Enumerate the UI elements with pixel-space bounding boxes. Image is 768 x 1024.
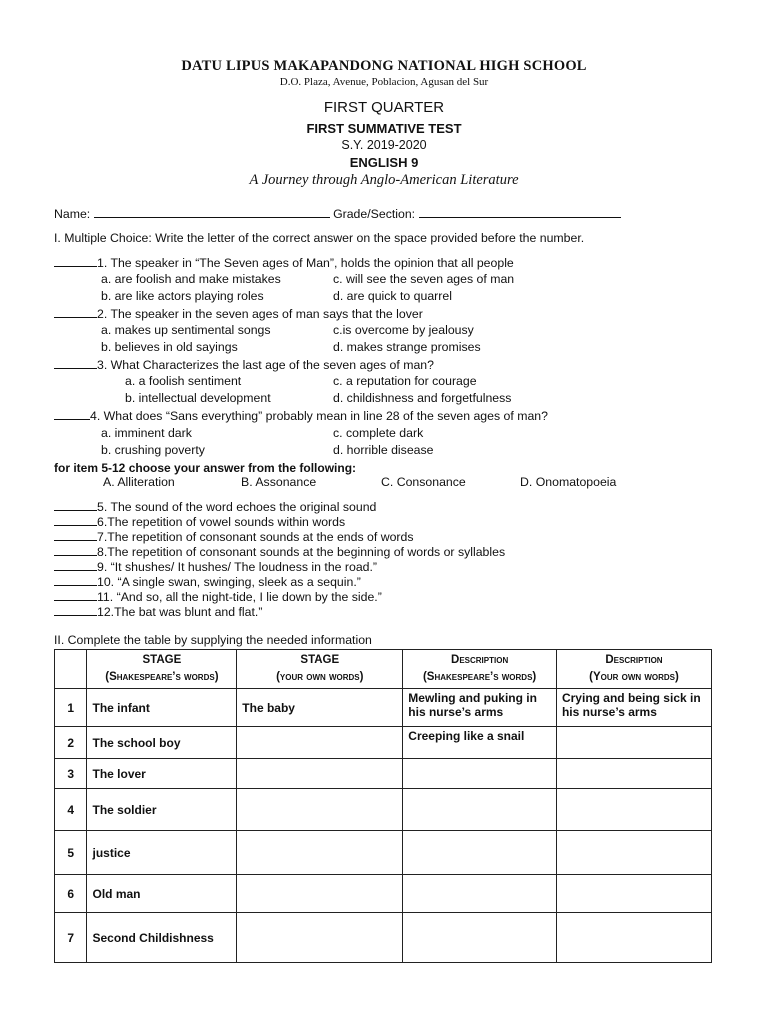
own-stage-cell[interactable] [237,727,403,759]
question-3-stem: 3. What Characterizes the last age of the seven ages of man? [97,358,434,372]
question-1-stem: 1. The speaker in “The Seven ages of Man”, holds the opinion that all people [97,256,514,270]
question-2 [54,306,423,321]
own-stage-cell[interactable] [237,913,403,963]
description-cell[interactable] [403,831,557,875]
row-num: 4 [55,789,87,831]
description-cell[interactable] [403,875,557,913]
item-8 [54,544,505,559]
q4-option-a: a. imminent dark [101,426,192,440]
subject-title: ENGLISH 9 [349,155,419,170]
row-num: 5 [55,831,87,875]
description-cell: Creeping like a snail [403,727,557,759]
q1-option-a: a. are foolish and make mistakes [101,272,281,286]
question-3 [54,357,434,372]
own-description-cell[interactable] [556,913,711,963]
answer-blank-9[interactable] [54,559,97,571]
stage-cell: The lover [87,759,237,789]
school-year: S.Y. 2019-2020 [341,138,427,152]
stage-cell: Old man [87,875,237,913]
item-6-text: 6.The repetition of vowel sounds within words [97,515,346,529]
item-10 [54,574,361,589]
q2-option-b: b. believes in old sayings [101,340,238,354]
item-11-text: 11. “And so, all the night-tide, I lie down by the side.” [97,590,382,604]
choice-b: B. Assonance [241,475,317,489]
q4-option-b: b. crushing poverty [101,443,205,457]
answer-blank-11[interactable] [54,589,97,601]
own-description-cell[interactable]: Crying and being sick in his nurse’s arms [556,689,711,727]
row-num: 6 [55,875,87,913]
choice-d: D. Onomatopoeia [520,475,617,489]
header-description-shakespeare: Description (Shakespeare’s words) [403,650,557,689]
q3-option-a: a. a foolish sentiment [125,374,242,388]
stage-cell: The infant [87,689,237,727]
header-stage-shakespeare: STAGE (Shakespeare’s words) [87,650,237,689]
item-9 [54,559,377,574]
choice-a: A. Alliteration [103,475,175,489]
question-4 [54,408,548,423]
description-cell[interactable] [403,913,557,963]
own-stage-cell[interactable] [237,759,403,789]
item-7 [54,529,414,544]
table-row [55,689,712,727]
grade-blank[interactable] [419,206,621,218]
ages-table [54,649,712,963]
item-9-text: 9. “It shushes/ It hushes/ The loudness in the road.” [97,560,378,574]
row-num: 7 [55,913,87,963]
own-stage-cell[interactable] [237,875,403,913]
row-num: 3 [55,759,87,789]
answer-blank-6[interactable] [54,514,97,526]
q3-option-b: b. intellectual development [125,391,271,405]
item-5-text: 5. The sound of the word echoes the original sound [97,500,377,514]
part2-instruction: II. Complete the table by supplying the needed information [54,633,372,647]
row-num: 2 [55,727,87,759]
choice-c: C. Consonance [381,475,466,489]
item-12-text: 12.The bat was blunt and flat.” [97,605,263,619]
stage-cell: The soldier [87,789,237,831]
answer-blank-8[interactable] [54,544,97,556]
q1-option-c: c. will see the seven ages of man [333,272,515,286]
item-11 [54,589,382,604]
table-row [55,789,712,831]
answer-blank-5[interactable] [54,499,97,511]
answer-blank-10[interactable] [54,574,97,586]
table-row [55,875,712,913]
own-description-cell[interactable] [556,831,711,875]
table-row [55,831,712,875]
answer-blank-2[interactable] [54,306,97,318]
part1-instruction: I. Multiple Choice: Write the letter of the correct answer on the space provided before the number. [54,231,585,245]
own-description-cell[interactable] [556,875,711,913]
header-num [55,650,87,689]
header-stage-own: STAGE (your own words) [237,650,403,689]
name-blank[interactable] [94,206,330,218]
answer-blank-3[interactable] [54,357,97,369]
item-5 [54,499,376,514]
answer-blank-4[interactable] [54,408,90,420]
item-10-text: 10. “A single swan, swinging, sleek as a sequin.” [97,575,361,589]
school-name: DATU LIPUS MAKAPANDONG NATIONAL HIGH SCHOOL [181,58,587,74]
answer-blank-1[interactable] [54,255,97,267]
table-row [55,727,712,759]
name-field-row [54,206,621,221]
q4-option-c: c. complete dark [333,426,424,440]
choices-instruction: for item 5-12 choose your answer from the following: [54,461,357,475]
item-8-text: 8.The repetition of consonant sounds at the beginning of words or syllables [97,545,506,559]
row-num: 1 [55,689,87,727]
q2-option-c: c.is overcome by jealousy [333,323,474,337]
grade-label: Grade/Section: [333,207,416,221]
item-7-text: 7.The repetition of consonant sounds at the ends of words [97,530,414,544]
description-cell: Mewling and puking in his nurse’s arms [403,689,557,727]
header-description-own: Description (Your own words) [556,650,711,689]
q1-option-b: b. are like actors playing roles [101,289,264,303]
answer-blank-7[interactable] [54,529,97,541]
item-12 [54,604,262,619]
q4-option-d: d. horrible disease [333,443,434,457]
question-2-stem: 2. The speaker in the seven ages of man says that the lover [97,307,423,321]
own-stage-cell[interactable] [237,831,403,875]
own-description-cell[interactable] [556,727,711,759]
q2-option-d: d. makes strange promises [333,340,481,354]
answer-blank-12[interactable] [54,604,97,616]
table-header-row [55,650,712,689]
table-row [55,913,712,963]
quarter-title: FIRST QUARTER [323,99,445,116]
stage-cell: Second Childishness [87,913,237,963]
q3-option-c: c. a reputation for courage [333,374,477,388]
own-description-cell[interactable] [556,789,711,831]
q3-option-d: d. childishness and forgetfulness [333,391,512,405]
q1-option-d: d. are quick to quarrel [333,289,452,303]
own-stage-cell[interactable] [237,789,403,831]
school-address: D.O. Plaza, Avenue, Poblacion, Agusan del Sur [279,76,489,88]
description-cell[interactable] [403,789,557,831]
item-6 [54,514,345,529]
question-4-stem: 4. What does “Sans everything” probably mean in line 28 of the seven ages of man? [90,409,548,423]
question-1 [54,255,514,270]
test-title: FIRST SUMMATIVE TEST [306,121,462,136]
stage-cell: The school boy [87,727,237,759]
stage-cell: justice [87,831,237,875]
own-description-cell[interactable] [556,759,711,789]
name-label: Name: [54,207,91,221]
q2-option-a: a. makes up sentimental songs [101,323,271,337]
subject-subtitle: A Journey through Anglo-American Literature [249,172,519,188]
description-cell[interactable] [403,759,557,789]
own-stage-cell[interactable]: The baby [237,689,403,727]
table-row [55,759,712,789]
